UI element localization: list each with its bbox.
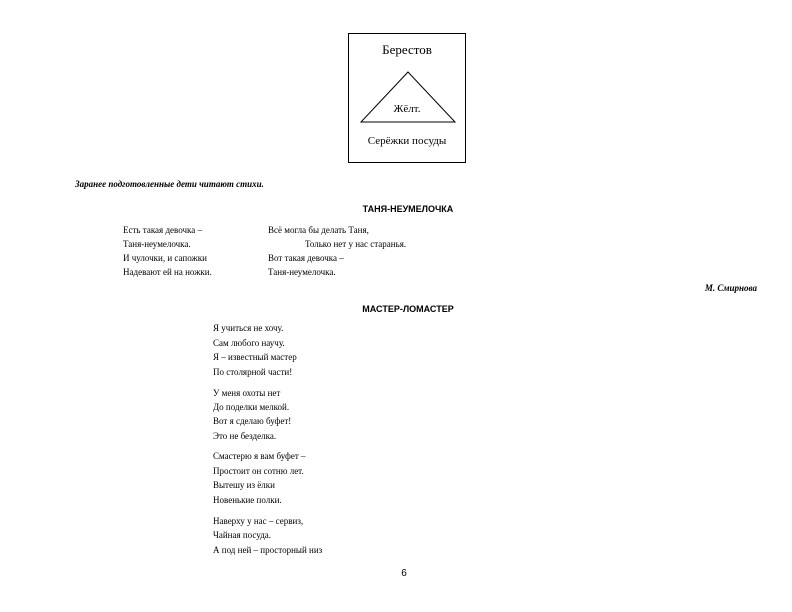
poem2-line: Простоит он сотню лет. <box>213 466 304 476</box>
poem1-left-line: Есть такая девочка – <box>123 225 202 235</box>
poem1-right-line: Таня-неумелочка. <box>268 267 336 277</box>
poem1-left-line: И чулочки, и сапожки <box>123 253 207 263</box>
diagram-center-label: Жёлт. <box>393 103 421 115</box>
poem2-line: А под ней – просторный низ <box>213 545 323 555</box>
diagram-top-label: Берестов <box>382 42 432 57</box>
poem2-line: Вот я сделаю буфет! <box>213 416 292 426</box>
poem1-author: М. Смирнова <box>704 283 757 293</box>
poem2-line: Новенькие полки. <box>213 495 282 505</box>
poem2-line: Чайная посуда. <box>213 530 272 540</box>
diagram-bottom-label: Серёжки посуды <box>367 135 447 147</box>
poem2-line: Наверху у нас – сервиз, <box>213 516 304 526</box>
page-number: 6 <box>401 568 407 579</box>
poem1-left-line: Надевают ей на ножки. <box>123 267 212 277</box>
poem1-right-line: Всё могла бы делать Таня, <box>268 225 369 235</box>
poem2-line: По столярной части! <box>213 367 293 377</box>
poem1-title: ТАНЯ-НЕУМЕЛОЧКА <box>362 204 454 214</box>
poem2-line: Сам любого научу. <box>213 338 285 348</box>
poem1-right-line: Только нет у нас старанья. <box>305 239 407 249</box>
poem2-line: Я – известный мастер <box>213 352 297 362</box>
poem2-line: Вытешу из ёлки <box>213 480 275 490</box>
poem2-title: МАСТЕР-ЛОМАСТЕР <box>362 304 454 314</box>
poem1-right-line: Вот такая девочка – <box>268 253 344 263</box>
poem2-line: У меня охоты нет <box>213 388 281 398</box>
word-diagram <box>348 33 466 163</box>
poem2-line: Я учиться не хочу. <box>213 323 284 333</box>
intro-text: Заранее подготовленные дети читают стихи. <box>75 179 264 189</box>
poem2-line: До поделки мелкой. <box>213 402 290 412</box>
poem2-line: Это не безделка. <box>213 431 277 441</box>
poem1-left-line: Таня-неумелочка. <box>123 239 191 249</box>
poem2-line: Смастерю я вам буфет – <box>213 451 306 461</box>
